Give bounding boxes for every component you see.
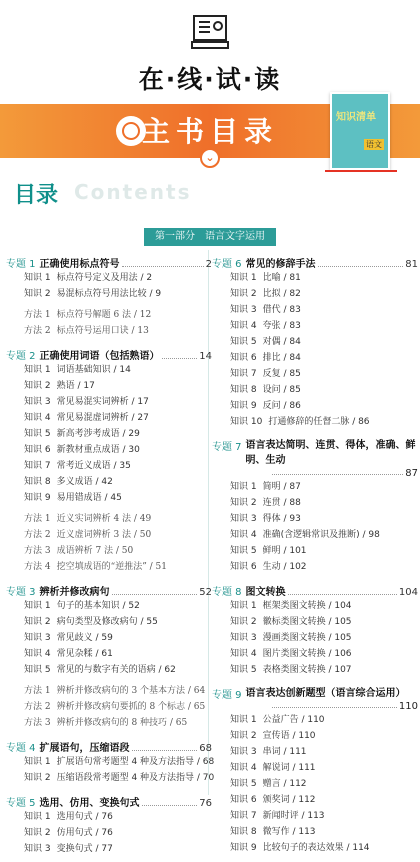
toc-method	[6, 559, 212, 575]
item-text: 鲜明 / 101	[262, 546, 307, 556]
item-label: 知识 3	[24, 633, 51, 643]
method-label: 方法 4	[24, 562, 51, 572]
topic-title: 正确使用词语（包括熟语）	[39, 351, 160, 362]
toc-item	[212, 398, 418, 414]
toc-left-column	[6, 252, 215, 862]
toc-item	[212, 302, 418, 318]
method-text: 辨析并修改病句的 3 个基本方法 / 64	[56, 686, 206, 696]
topic-number: 专题 6	[212, 259, 242, 270]
method-label: 方法 1	[24, 310, 51, 320]
toc-item	[212, 614, 418, 630]
toc-item	[212, 511, 418, 527]
item-label: 知识 1	[24, 601, 51, 611]
item-label: 知识 4	[230, 763, 257, 773]
topic-title: 语言表达创新题型（语言综合运用）	[245, 688, 406, 699]
toc-topic-page-row	[212, 468, 418, 479]
method-label: 方法 2	[24, 702, 51, 712]
toc-item	[6, 614, 212, 630]
leader-dots	[318, 266, 404, 267]
toc-topic	[6, 739, 212, 754]
item-text: 漫画类图文转换 / 105	[262, 633, 352, 643]
toc-method	[6, 511, 212, 527]
toc-item	[6, 458, 212, 474]
item-text: 徽标类图文转换 / 105	[262, 617, 352, 627]
leader-dots	[122, 266, 204, 267]
item-text: 连贯 / 88	[262, 498, 301, 508]
method-label: 方法 1	[24, 686, 51, 696]
item-label: 知识 5	[230, 665, 257, 675]
toc-item	[212, 527, 418, 543]
spacer	[212, 430, 418, 435]
spacer	[6, 731, 212, 736]
item-text: 新高考涉考成语 / 29	[56, 429, 140, 439]
toc-item	[6, 754, 215, 770]
item-label: 知识 7	[230, 811, 257, 821]
topic-page: 81	[405, 259, 418, 270]
item-label: 知识 3	[24, 844, 51, 854]
book-subject: 语文	[366, 140, 382, 149]
toc-method	[6, 323, 212, 339]
toc-item	[6, 630, 212, 646]
toc-item	[212, 598, 418, 614]
toc-item	[6, 286, 212, 302]
item-text: 熟语 / 17	[56, 381, 95, 391]
toc-item	[6, 426, 212, 442]
toc-item	[6, 598, 212, 614]
item-text: 选用句式 / 76	[56, 812, 113, 822]
item-label: 知识 4	[230, 321, 257, 331]
spacer	[212, 856, 418, 861]
item-text: 标点符号定义及用法 / 2	[56, 273, 153, 283]
item-text: 多义成语 / 42	[56, 477, 113, 487]
item-label: 知识 4	[24, 649, 51, 659]
item-text: 常考近义成语 / 35	[56, 461, 131, 471]
topic-number: 专题 8	[212, 587, 242, 598]
method-text: 标点符号解题 6 法 / 12	[56, 310, 152, 320]
part-label: 第一部分 语言文字运用	[144, 228, 276, 246]
item-text: 夸张 / 83	[262, 321, 301, 331]
item-text: 常见歧义 / 59	[56, 633, 113, 643]
item-label: 知识 2	[24, 617, 51, 627]
topic-number: 专题 2	[6, 351, 36, 362]
item-text: 宣传语 / 110	[262, 731, 316, 741]
item-label: 知识 7	[230, 369, 257, 379]
item-text: 赠言 / 112	[262, 779, 307, 789]
item-text: 反问 / 86	[262, 401, 301, 411]
topic-page: 2	[205, 259, 212, 270]
item-text: 表格类图文转换 / 107	[262, 665, 352, 675]
topic-number: 专题 1	[6, 259, 36, 270]
item-text: 词语基础知识 / 14	[56, 365, 131, 375]
item-text: 准确(含逻辑常识及推断) / 98	[262, 530, 380, 540]
toc-item	[6, 362, 212, 378]
chevron-down-icon: ⌄	[200, 148, 220, 168]
toc-topic	[212, 255, 418, 270]
topic-number: 专题 9	[212, 690, 242, 701]
topic-number: 专题 4	[6, 743, 36, 754]
item-label: 知识 8	[230, 827, 257, 837]
toc-item	[212, 270, 418, 286]
item-text: 串词 / 111	[262, 747, 307, 757]
toc-topic-head	[212, 438, 418, 468]
item-text: 新教材重点成语 / 30	[56, 445, 140, 455]
toc-item	[6, 825, 212, 841]
item-text: 常见易混实词辨析 / 17	[56, 397, 149, 407]
toc-heading: 目录	[14, 183, 59, 208]
item-text: 框架类图文转换 / 104	[262, 601, 352, 611]
toc-item	[6, 394, 212, 410]
item-label: 知识 1	[230, 715, 257, 725]
item-label: 知识 3	[230, 305, 257, 315]
toc-item	[6, 410, 212, 426]
toc-item	[6, 646, 212, 662]
toc-topic-page-row	[212, 701, 418, 712]
toc-item	[212, 334, 418, 350]
header	[0, 0, 420, 100]
item-label: 知识 5	[230, 546, 257, 556]
topic-title: 语言表达简明、连贯、得体，准确、鲜明、生动	[245, 440, 416, 466]
item-label: 知识 2	[24, 381, 51, 391]
toc-topic	[212, 686, 418, 712]
item-text: 易混标点符号用法比较 / 9	[56, 289, 162, 299]
item-text: 设问 / 85	[262, 385, 301, 395]
item-label: 知识 9	[230, 843, 257, 853]
item-label: 知识 5	[24, 665, 51, 675]
topic-page: 87	[405, 468, 418, 479]
item-label: 知识 5	[230, 779, 257, 789]
toc-method	[6, 527, 212, 543]
method-label: 方法 2	[24, 530, 51, 540]
toc-item	[212, 808, 418, 824]
spacer	[6, 339, 212, 344]
method-text: 辨析并修改病句要抓的 8 个标志 / 65	[56, 702, 206, 712]
item-text: 解说词 / 111	[262, 763, 316, 773]
item-label: 知识 4	[230, 530, 257, 540]
book-cover	[330, 92, 390, 170]
item-text: 病句类型及修改病句 / 55	[56, 617, 158, 627]
item-label: 知识 2	[24, 828, 51, 838]
toc-item	[212, 382, 418, 398]
toc-item	[212, 760, 418, 776]
method-text: 近义虚词辨析 3 法 / 50	[56, 530, 152, 540]
method-label: 方法 1	[24, 514, 51, 524]
item-label: 知识 1	[24, 812, 51, 822]
toc-topic	[212, 583, 418, 598]
item-text: 比拟 / 82	[262, 289, 301, 299]
item-label: 知识 1	[24, 365, 51, 375]
toc-method	[6, 683, 212, 699]
leader-dots	[272, 468, 403, 475]
toc-item	[212, 792, 418, 808]
toc-method	[6, 715, 212, 731]
topic-title: 选用、仿用、变换句式	[39, 798, 140, 809]
leader-dots	[142, 805, 198, 806]
item-text: 得体 / 93	[262, 514, 301, 524]
toc-item	[6, 442, 212, 458]
toc-item	[212, 744, 418, 760]
item-text: 变换句式 / 77	[56, 844, 113, 854]
item-label: 知识 1	[230, 601, 257, 611]
toc-item	[212, 559, 418, 575]
toc-item	[212, 662, 418, 678]
item-text: 易用错成语 / 45	[56, 493, 122, 503]
toc-item	[6, 809, 212, 825]
topic-page: 110	[398, 701, 418, 712]
banner-title: 主书目录	[141, 115, 278, 148]
item-label: 知识 3	[24, 397, 51, 407]
toc-item	[212, 286, 418, 302]
item-label: 知识 5	[230, 337, 257, 347]
topic-page: 68	[199, 743, 212, 754]
toc-item	[212, 824, 418, 840]
item-text: 公益广告 / 110	[262, 715, 325, 725]
item-text: 简明 / 87	[262, 482, 301, 492]
item-text: 颁奖词 / 112	[262, 795, 316, 805]
item-label: 知识 8	[24, 477, 51, 487]
toc-item	[6, 490, 212, 506]
item-label: 知识 1	[230, 482, 257, 492]
item-label: 知识 1	[24, 757, 51, 767]
item-label: 知识 6	[230, 353, 257, 363]
toc-topic	[212, 438, 418, 479]
item-label: 知识 7	[24, 461, 51, 471]
item-text: 打通修辞的任督二脉 / 86	[268, 417, 370, 427]
item-label: 知识 2	[230, 498, 257, 508]
leader-dots	[112, 594, 198, 595]
toc-topic	[6, 794, 212, 809]
item-label: 知识 2	[230, 289, 257, 299]
toc-item	[212, 712, 418, 728]
leader-dots	[162, 358, 198, 359]
item-text: 常见杂糅 / 61	[56, 649, 113, 659]
leader-dots	[272, 701, 397, 708]
toc-item	[6, 378, 212, 394]
item-label: 知识 1	[24, 273, 51, 283]
item-label: 知识 2	[230, 617, 257, 627]
item-text: 生动 / 102	[262, 562, 307, 572]
toc-item	[6, 662, 212, 678]
item-text: 句子的基本知识 / 52	[56, 601, 140, 611]
item-label: 知识 4	[24, 413, 51, 423]
item-label: 知识 8	[230, 385, 257, 395]
toc-item	[6, 270, 212, 286]
book-cover-title: 知识清单	[336, 112, 376, 123]
item-text: 反复 / 85	[262, 369, 301, 379]
toc-method	[6, 307, 212, 323]
toc-item	[6, 474, 212, 490]
topic-title: 常见的修辞手法	[245, 259, 316, 270]
item-text: 比较句子的表达效果 / 114	[262, 843, 370, 853]
topic-page: 76	[199, 798, 212, 809]
page-title: 在·线·试·读	[138, 65, 282, 94]
item-text: 常见的与数字有关的语病 / 62	[56, 665, 176, 675]
toc-item	[212, 646, 418, 662]
item-text: 扩展语句常考题型 4 种及方法指导 / 68	[56, 757, 215, 767]
toc-topic-head	[212, 686, 418, 701]
method-label: 方法 3	[24, 718, 51, 728]
toc-item	[212, 479, 418, 495]
toc-item	[212, 630, 418, 646]
item-label: 知识 6	[24, 445, 51, 455]
item-text: 对偶 / 84	[262, 337, 301, 347]
topic-page: 104	[398, 587, 418, 598]
toc-method	[6, 699, 212, 715]
item-label: 知识 5	[24, 429, 51, 439]
item-text: 压缩语段常考题型 4 种及方法指导 / 70	[56, 773, 215, 783]
topic-title: 辨析并修改病句	[39, 587, 110, 598]
topic-number: 专题 5	[6, 798, 36, 809]
toc-method	[6, 543, 212, 559]
toc-item	[212, 350, 418, 366]
spacer	[212, 575, 418, 580]
item-text: 常见易混虚词辨析 / 27	[56, 413, 149, 423]
item-label: 知识 2	[24, 773, 51, 783]
item-label: 知识 3	[230, 514, 257, 524]
toc-item	[212, 366, 418, 382]
method-label: 方法 3	[24, 546, 51, 556]
item-label: 知识 3	[230, 633, 257, 643]
item-label: 知识 9	[230, 401, 257, 411]
toc-item	[212, 776, 418, 792]
method-text: 成语辨析 7 法 / 50	[56, 546, 134, 556]
item-text: 借代 / 83	[262, 305, 301, 315]
toc-topic	[6, 347, 212, 362]
toc-item	[212, 318, 418, 334]
item-text: 微写作 / 113	[262, 827, 316, 837]
method-text: 辨析并修改病句的 8 种技巧 / 65	[56, 718, 188, 728]
topic-page: 14	[199, 351, 212, 362]
toc-item	[212, 728, 418, 744]
item-text: 新闻时评 / 113	[262, 811, 325, 821]
item-label: 知识 2	[24, 289, 51, 299]
item-label: 知识 3	[230, 747, 257, 757]
spacer	[212, 678, 418, 683]
topic-title: 扩展语句，压缩语段	[39, 743, 130, 754]
spacer	[6, 857, 212, 862]
method-text: 标点符号运用口诀 / 13	[56, 326, 149, 336]
topic-page: 52	[199, 587, 212, 598]
toc-item	[6, 770, 215, 786]
item-text: 比喻 / 81	[262, 273, 301, 283]
method-label: 方法 2	[24, 326, 51, 336]
item-label: 知识 6	[230, 562, 257, 572]
item-label: 知识 4	[230, 649, 257, 659]
leader-dots	[288, 594, 397, 595]
item-label: 知识 9	[24, 493, 51, 503]
toc-item	[212, 840, 418, 856]
toc-topic	[6, 255, 212, 270]
item-label: 知识 6	[230, 795, 257, 805]
reader-icon	[190, 14, 230, 50]
toc-right-column	[212, 252, 418, 861]
item-label: 知识 10	[230, 417, 263, 427]
topic-number: 专题 7	[212, 442, 242, 453]
item-label: 知识 2	[230, 731, 257, 741]
toc-topic	[6, 583, 212, 598]
toc-item	[212, 495, 418, 511]
item-label: 知识 1	[230, 273, 257, 283]
leader-dots	[132, 750, 198, 751]
method-text: 近义实词辨析 4 法 / 49	[56, 514, 152, 524]
item-text: 图片类图文转换 / 106	[262, 649, 352, 659]
topic-number: 专题 3	[6, 587, 36, 598]
toc-bg-word: Contents	[74, 180, 192, 204]
method-text: 挖空填成语的“逆推法” / 51	[56, 562, 168, 572]
topic-title: 图文转换	[245, 587, 286, 598]
item-text: 排比 / 84	[262, 353, 301, 363]
toc-item	[212, 414, 418, 430]
spacer	[6, 575, 212, 580]
spacer	[6, 786, 212, 791]
toc-item	[212, 543, 418, 559]
item-text: 仿用句式 / 76	[56, 828, 113, 838]
toc-item	[6, 841, 212, 857]
topic-title: 正确使用标点符号	[39, 259, 120, 270]
